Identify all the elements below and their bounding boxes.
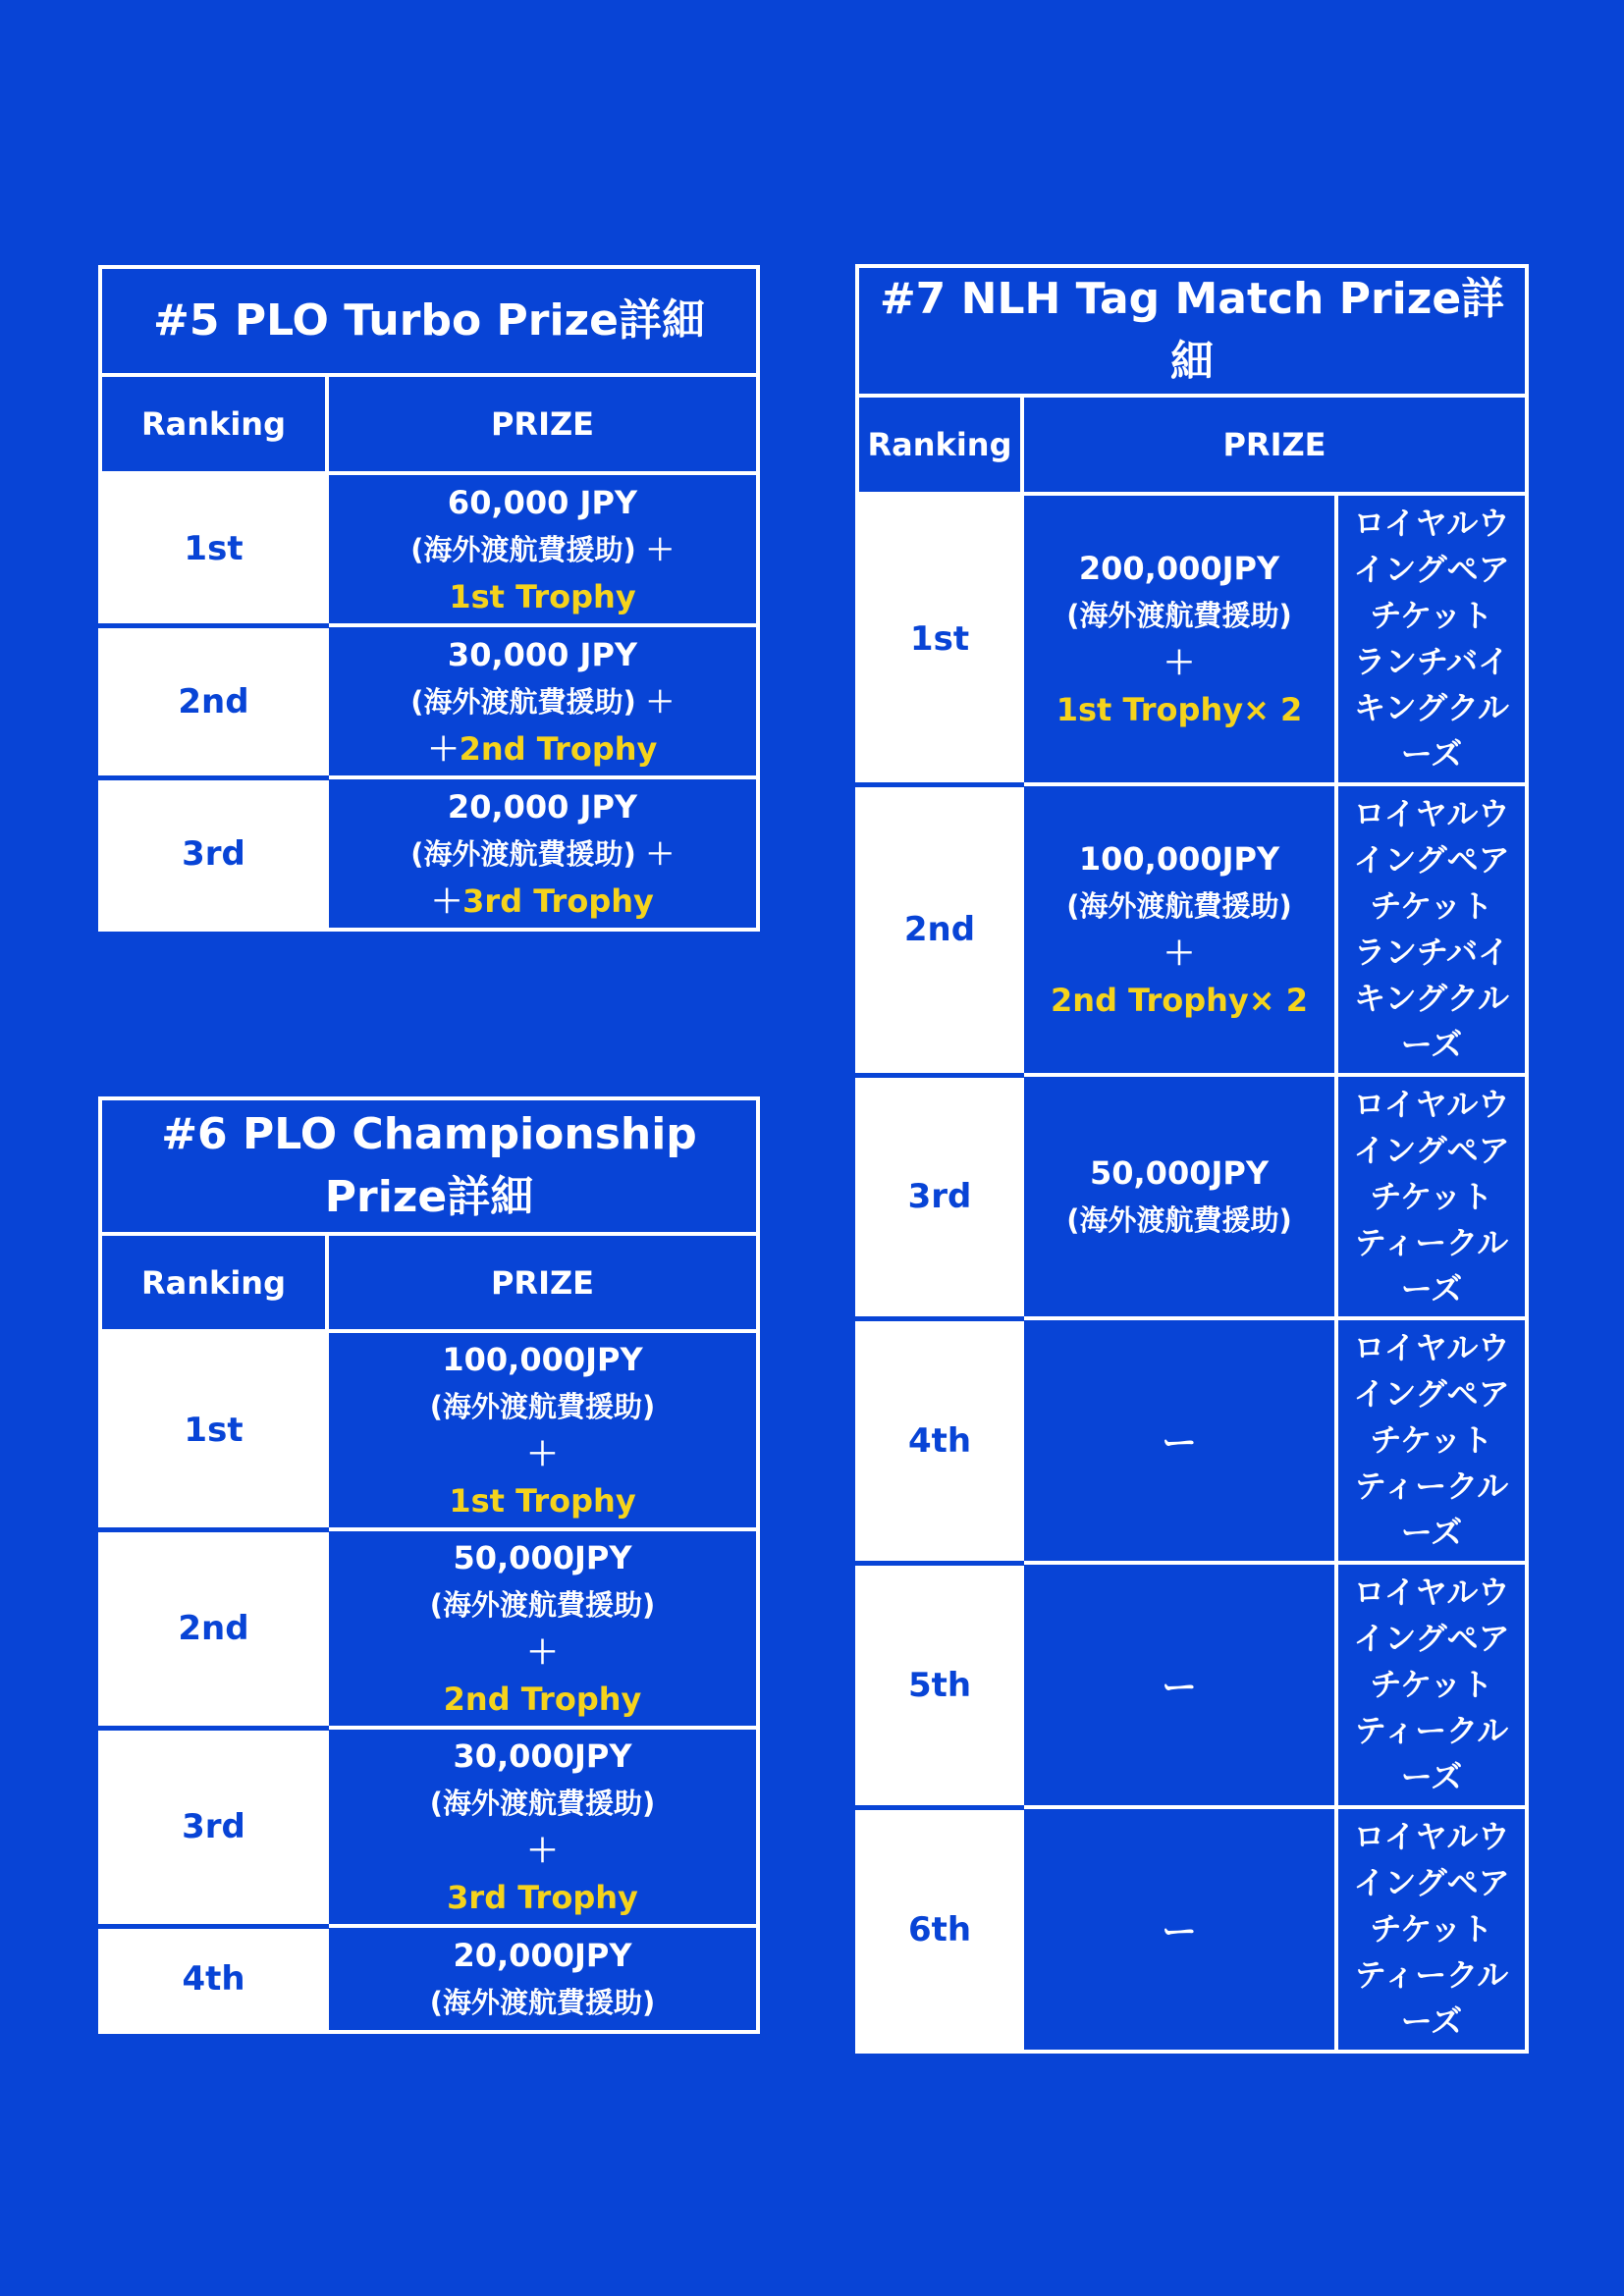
prize-support: (海外渡航費援助) — [429, 1390, 656, 1423]
table-title — [100, 1098, 758, 1234]
extra-prize-line: ーズ — [1400, 1758, 1463, 1795]
extra-prize-line: イングペア — [1353, 1864, 1510, 1901]
table-row — [857, 1318, 1527, 1563]
prize-cell — [327, 625, 758, 777]
prize-support: (海外渡航費援助) ＋ — [410, 532, 675, 566]
extra-prize-line: ーズ — [1400, 1514, 1463, 1551]
prize-amount: 50,000JPY — [1089, 1154, 1269, 1192]
prize-trophy: 1st Trophy — [449, 1482, 636, 1520]
rank-cell: 1st — [100, 1331, 327, 1529]
prize-support: (海外渡航費援助) — [429, 1588, 656, 1622]
table-row — [100, 1331, 758, 1529]
table-row — [857, 1807, 1527, 2052]
prize-trophy: 2nd Trophy — [459, 729, 658, 768]
rank-cell: 5th — [857, 1563, 1022, 1807]
extra-prize-line: チケット — [1370, 1666, 1493, 1703]
table-7-nlh-tag-match — [855, 264, 1529, 2054]
extra-prize-line: チケット — [1370, 1177, 1493, 1215]
rank-cell: 3rd — [100, 1728, 327, 1926]
prize-cell — [327, 1331, 758, 1529]
prize-support: (海外渡航費援助) — [1066, 1203, 1292, 1237]
extra-prize-cell — [1336, 1075, 1527, 1318]
table-row — [857, 784, 1527, 1075]
rank-cell: 2nd — [857, 784, 1022, 1075]
extra-prize-line: ロイヤルウ — [1353, 505, 1510, 542]
rank-cell: 1st — [100, 473, 327, 625]
prize-dash: ー — [1022, 1563, 1336, 1807]
table-row — [857, 1075, 1527, 1318]
rank-cell: 4th — [857, 1318, 1022, 1563]
prize-plus: ＋ — [431, 881, 463, 920]
prize-dash: ー — [1022, 1807, 1336, 2052]
prize-support: (海外渡航費援助) — [1066, 599, 1292, 632]
prize-amount: 200,000JPY — [1078, 550, 1280, 587]
extra-prize-line: ティークル — [1354, 1712, 1509, 1749]
table-row — [100, 473, 758, 625]
prize-plus: ＋ — [427, 729, 460, 768]
table-title-line1: #6 PLO Championship — [161, 1109, 697, 1159]
prize-support: (海外渡航費援助) — [429, 1787, 656, 1820]
table-title: #5 PLO Turbo Prize詳細 — [100, 267, 758, 375]
prize-support: (海外渡航費援助) — [1066, 889, 1292, 923]
extra-prize-line: ティークル — [1354, 1956, 1509, 1994]
extra-prize-line: キングクル — [1353, 689, 1510, 726]
table-row — [100, 1728, 758, 1926]
extra-prize-line: イングペア — [1353, 551, 1510, 588]
extra-prize-cell — [1336, 1807, 1527, 2052]
prize-plus: ＋ — [526, 1435, 559, 1472]
table-6-plo-championship — [98, 1096, 760, 2034]
extra-prize-line: チケット — [1370, 597, 1493, 634]
table-row — [100, 625, 758, 777]
prize-plus: ＋ — [1163, 644, 1195, 681]
table-5-plo-turbo — [98, 265, 760, 932]
prize-plus: ＋ — [526, 1633, 559, 1671]
table-row — [857, 1563, 1527, 1807]
extra-prize-line: キングクル — [1353, 980, 1510, 1017]
prize-amount: 20,000JPY — [453, 1937, 632, 1974]
extra-prize-line: ロイヤルウ — [1353, 1574, 1510, 1611]
extra-prize-line: イングペア — [1353, 1620, 1510, 1657]
extra-prize-cell — [1336, 1563, 1527, 1807]
extra-prize-cell — [1336, 494, 1527, 784]
prize-cell — [327, 1728, 758, 1926]
rank-cell: 3rd — [100, 777, 327, 930]
prize-trophy: 3rd Trophy — [462, 881, 654, 920]
extra-prize-line: ロイヤルウ — [1353, 1818, 1510, 1855]
prize-amount: 50,000JPY — [453, 1539, 632, 1576]
rank-cell: 4th — [100, 1926, 327, 2032]
ranking-header: Ranking — [857, 396, 1022, 494]
prize-cell — [1022, 784, 1336, 1075]
prize-header: PRIZE — [1022, 396, 1527, 494]
extra-prize-cell — [1336, 1318, 1527, 1563]
extra-prize-line: ティークル — [1354, 1468, 1509, 1505]
prize-trophy: 1st Trophy× 2 — [1056, 691, 1303, 728]
extra-prize-line: イングペア — [1353, 841, 1510, 879]
extra-prize-line: イングペア — [1353, 1375, 1510, 1413]
prize-support: (海外渡航費援助) ＋ — [410, 684, 675, 719]
extra-prize-line: ロイヤルウ — [1353, 1085, 1510, 1123]
extra-prize-line: チケット — [1370, 1421, 1493, 1459]
extra-prize-line: ーズ — [1400, 1269, 1463, 1308]
prize-amount: 60,000 JPY — [447, 483, 638, 521]
rank-cell: 6th — [857, 1807, 1022, 2052]
prize-cell — [327, 777, 758, 930]
extra-prize-line: ランチバイ — [1353, 643, 1510, 680]
extra-prize-cell — [1336, 784, 1527, 1075]
rank-cell: 2nd — [100, 625, 327, 777]
prize-cell — [1022, 1075, 1336, 1318]
table-row — [100, 777, 758, 930]
table-title: #7 NLH Tag Match Prize詳細 — [857, 266, 1527, 396]
prize-amount: 30,000 JPY — [447, 635, 638, 673]
extra-prize-line: ティークル — [1354, 1223, 1509, 1261]
prize-support: (海外渡航費援助) — [429, 1986, 656, 2019]
prize-header: PRIZE — [327, 375, 758, 473]
prize-header: PRIZE — [327, 1234, 758, 1331]
prize-plus: ＋ — [526, 1832, 559, 1869]
prize-plus: ＋ — [1163, 934, 1195, 972]
extra-prize-line: ーズ — [1400, 1026, 1463, 1063]
table-row — [100, 1926, 758, 2032]
ranking-header: Ranking — [100, 375, 327, 473]
prize-amount: 30,000JPY — [453, 1737, 632, 1775]
extra-prize-line: イングペア — [1353, 1131, 1510, 1169]
prize-support: (海外渡航費援助) ＋ — [410, 836, 675, 871]
prize-dash: ー — [1022, 1318, 1336, 1563]
rank-cell: 1st — [857, 494, 1022, 784]
table-row — [857, 494, 1527, 784]
ranking-header: Ranking — [100, 1234, 327, 1331]
extra-prize-line: ロイヤルウ — [1353, 795, 1510, 832]
prize-cell — [327, 1529, 758, 1728]
rank-cell: 3rd — [857, 1075, 1022, 1318]
table-row — [100, 1529, 758, 1728]
prize-amount: 100,000JPY — [1078, 840, 1280, 878]
extra-prize-line: ーズ — [1400, 2002, 1463, 2040]
extra-prize-line: ーズ — [1400, 735, 1463, 773]
prize-trophy: 1st Trophy — [449, 577, 636, 615]
rank-cell: 2nd — [100, 1529, 327, 1728]
prize-trophy: 3rd Trophy — [447, 1879, 638, 1916]
prize-cell — [327, 1926, 758, 2032]
prize-amount: 20,000 JPY — [447, 787, 638, 826]
extra-prize-line: ロイヤルウ — [1353, 1329, 1510, 1366]
extra-prize-line: チケット — [1370, 887, 1493, 925]
extra-prize-line: ランチバイ — [1353, 934, 1510, 971]
prize-trophy: 2nd Trophy× 2 — [1051, 982, 1308, 1019]
prize-cell — [327, 473, 758, 625]
extra-prize-line: チケット — [1370, 1910, 1493, 1948]
prize-cell — [1022, 494, 1336, 784]
prize-trophy: 2nd Trophy — [443, 1681, 642, 1718]
table-title-line2: Prize詳細 — [324, 1172, 534, 1222]
prize-amount: 100,000JPY — [442, 1341, 643, 1378]
